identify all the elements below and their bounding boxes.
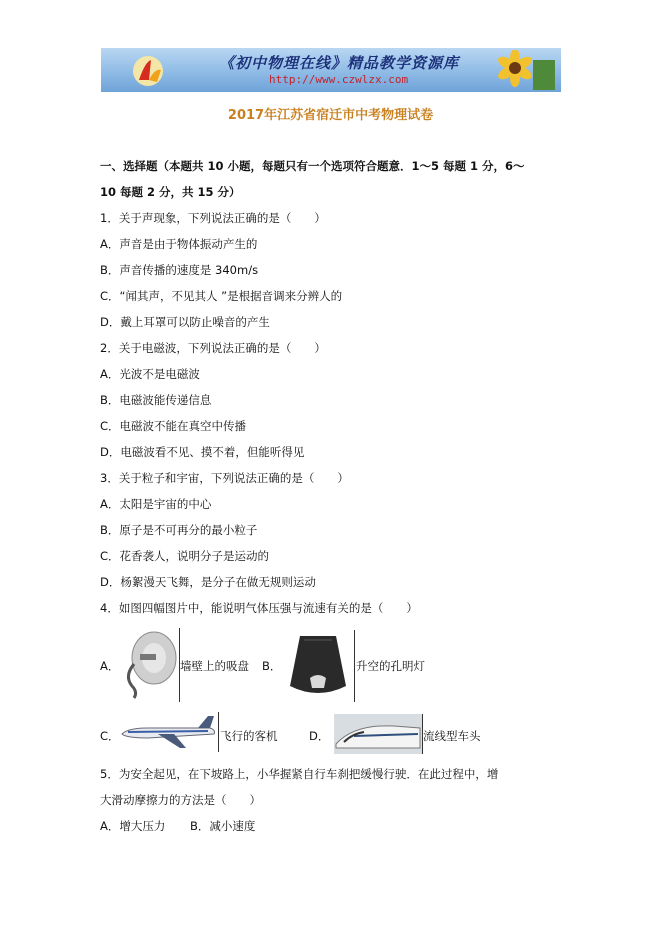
- site-name: 《初中物理在线》精品教学资源库: [219, 54, 460, 72]
- q5-stem-line2: 大滑动摩擦力的方法是（ ）: [100, 793, 261, 807]
- q1-option-a: A．声音是由于物体振动产生的: [100, 237, 258, 251]
- q2-stem: 2．关于电磁波，下列说法正确的是（ ）: [100, 341, 326, 355]
- q3-option-c: C．花香袭人，说明分子是运动的: [100, 549, 270, 563]
- q2-option-d: D．电磁波看不见、摸不着，但能听得见: [100, 445, 305, 459]
- site-url: http://www.czwlzx.com: [269, 73, 409, 86]
- q4-option-b-label: B．: [262, 659, 282, 673]
- q3-option-a: A．太阳是宇宙的中心: [100, 497, 212, 511]
- q4-stem: 4．如图四幅图片中，能说明气体压强与流速有关的是（ ）: [100, 601, 418, 615]
- q5-option-a: A．增大压力: [100, 819, 166, 833]
- q4-option-a-label: A．: [100, 659, 120, 673]
- image-divider: [354, 630, 355, 702]
- sky-lantern-image: [282, 630, 352, 702]
- airplane-image: [118, 712, 218, 752]
- bullet-train-image: [334, 714, 422, 754]
- q4-option-c-caption: 飞行的客机: [220, 729, 278, 743]
- section-heading-line2: 10 每题 2 分，共 15 分）: [100, 185, 241, 199]
- q3-option-d: D．杨絮漫天飞舞，是分子在做无规则运动: [100, 575, 316, 589]
- sunflower-icon: [493, 50, 557, 90]
- q4-option-b-caption: 升空的孔明灯: [356, 659, 425, 673]
- q3-stem: 3．关于粒子和宇宙，下列说法正确的是（ ）: [100, 471, 349, 485]
- q1-option-b: B．声音传播的速度是 340m/s: [100, 263, 259, 277]
- q2-option-b: B．电磁波能传递信息: [100, 393, 212, 407]
- section-heading-line1: 一、选择题（本题共 10 小题，每题只有一个选项符合题意．1～5 每题 1 分，6～: [100, 159, 525, 173]
- q5-stem-line1: 5．为安全起见，在下坡路上，小华握紧自行车刹把缓慢行驶．在此过程中，增: [100, 767, 499, 781]
- site-logo: [131, 54, 165, 88]
- q5-option-b: B．减小速度: [190, 819, 256, 833]
- suction-cup-image: [120, 628, 178, 702]
- page-title: 2017年江苏省宿迁市中考物理试卷: [227, 108, 434, 123]
- q4-option-c-label: C．: [100, 729, 120, 743]
- image-divider: [218, 712, 219, 752]
- q1-option-c: C．“闻其声，不见其人 ”是根据音调来分辨人的: [100, 289, 343, 303]
- q1-option-d: D．戴上耳罩可以防止噪音的产生: [100, 315, 270, 329]
- q1-stem: 1．关于声现象，下列说法正确的是（ ）: [100, 211, 326, 225]
- header-banner: [101, 48, 561, 92]
- q2-option-a: A．光波不是电磁波: [100, 367, 200, 381]
- q4-option-a-caption: 墙壁上的吸盘: [180, 659, 249, 673]
- q2-option-c: C．电磁波不能在真空中传播: [100, 419, 247, 433]
- q4-option-d-caption: 流线型车头: [423, 729, 481, 743]
- q4-option-d-label: D．: [309, 729, 330, 743]
- q3-option-b: B．原子是不可再分的最小粒子: [100, 523, 258, 537]
